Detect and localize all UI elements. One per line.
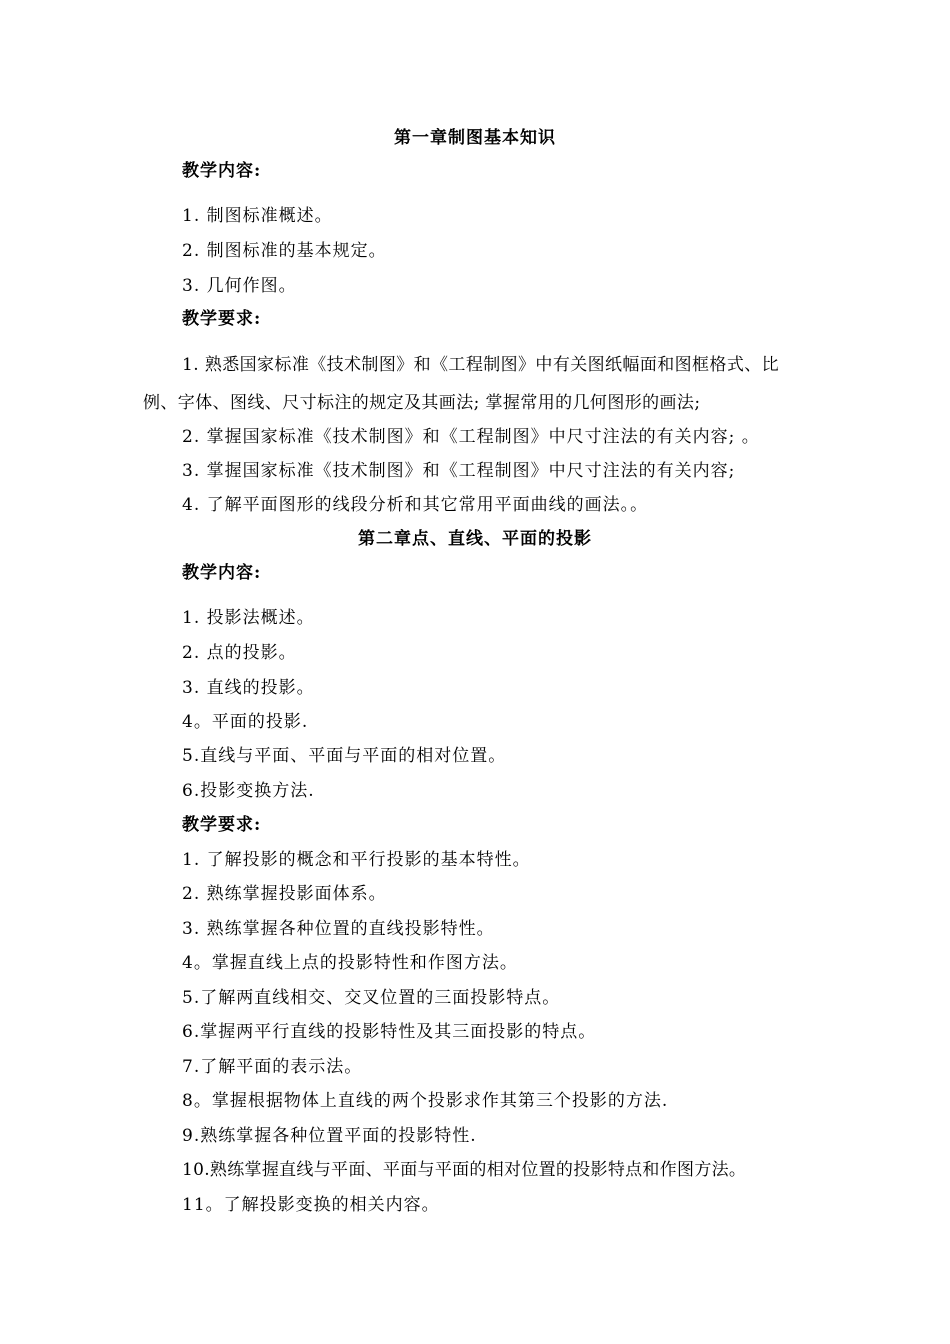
chapter2-requirement-4: 4。掌握直线上点的投影特性和作图方法。 [182,953,518,973]
chapter1-content-item-3: 3. 几何作图。 [182,276,297,296]
chapter1-requirements-heading: 教学要求: [182,309,262,329]
chapter1-content-heading: 教学内容: [182,161,262,181]
chapter1-requirement-4: 4. 了解平面图形的线段分析和其它常用平面曲线的画法。。 [182,495,649,515]
chapter1-requirement-1a: 1. 熟悉国家标准《技术制图》和《工程制图》中有关图纸幅面和图框格式、比 [182,355,780,375]
chapter2-content-item-2: 2. 点的投影。 [182,643,297,663]
chapter2-requirement-1: 1. 了解投影的概念和平行投影的基本特性。 [182,850,531,870]
chapter2-content-item-6: 6.投影变换方法. [182,781,315,801]
chapter2-requirement-8: 8。掌握根据物体上直线的两个投影求作其第三个投影的方法. [182,1091,669,1111]
chapter2-requirement-5: 5.了解两直线相交、交叉位置的三面投影特点。 [182,988,561,1008]
chapter1-title: 第一章制图基本知识 [394,128,556,148]
chapter2-requirement-10: 10.熟练掌握直线与平面、平面与平面的相对位置的投影特点和作图方法。 [182,1160,747,1180]
chapter2-requirement-2: 2. 熟练掌握投影面体系。 [182,884,387,904]
chapter2-content-item-4: 4。平面的投影. [182,712,309,732]
chapter2-content-item-5: 5.直线与平面、平面与平面的相对位置。 [182,746,507,766]
chapter2-requirement-11: 11。了解投影变换的相关内容。 [182,1195,440,1215]
chapter2-content-heading: 教学内容: [182,563,262,583]
chapter1-content-item-2: 2. 制图标准的基本规定。 [182,241,387,261]
chapter2-requirements-heading: 教学要求: [182,815,262,835]
chapter1-requirement-2: 2. 掌握国家标准《技术制图》和《工程制图》中尺寸注法的有关内容; 。 [182,427,760,447]
chapter1-requirement-3: 3. 掌握国家标准《技术制图》和《工程制图》中尺寸注法的有关内容; [182,461,736,481]
chapter1-content-item-1: 1. 制图标准概述。 [182,206,333,226]
chapter2-requirement-7: 7.了解平面的表示法。 [182,1057,363,1077]
chapter2-requirement-9: 9.熟练掌握各种位置平面的投影特性. [182,1126,477,1146]
chapter1-requirement-1b: 例、字体、图线、尺寸标注的规定及其画法; 掌握常用的几何图形的画法; [143,393,701,413]
chapter2-requirement-6: 6.掌握两平行直线的投影特性及其三面投影的特点。 [182,1022,597,1042]
chapter2-content-item-3: 3. 直线的投影。 [182,678,315,698]
chapter2-title: 第二章点、直线、平面的投影 [358,529,592,549]
chapter2-content-item-1: 1. 投影法概述。 [182,608,315,628]
chapter2-requirement-3: 3. 熟练掌握各种位置的直线投影特性。 [182,919,495,939]
